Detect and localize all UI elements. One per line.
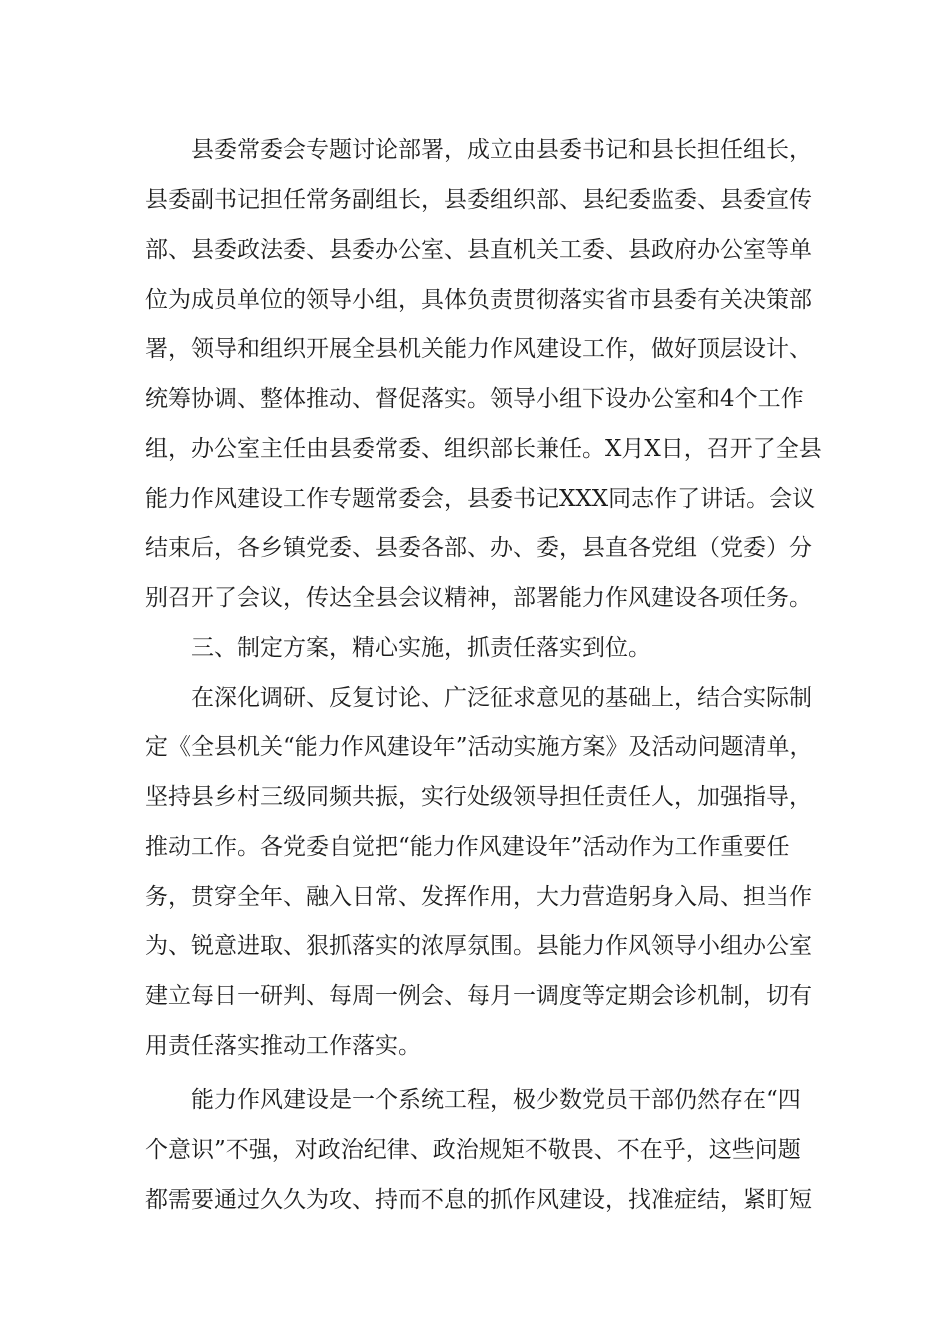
text-line: 个意识”不强，对政治纪律、政治规矩不敬畏、不在乎，这些问题 [145, 1137, 801, 1163]
section-heading: 三、制定方案，精心实施，抓责任落实到位。 [191, 635, 651, 661]
text-line: 建立每日一研判、每周一例会、每月一调度等定期会诊机制，切有 [145, 983, 812, 1009]
text-line: 推动工作。各党委自觉把“能力作风建设年”活动作为工作重要任 [145, 834, 790, 860]
text-line: 部、县委政法委、县委办公室、县直机关工委、县政府办公室等单 [145, 237, 812, 263]
text-line: 组，办公室主任由县委常委、组织部长兼任。X月X日，召开了全县 [145, 436, 822, 462]
text-line: 坚持县乡村三级同频共振，实行处级领导担任责任人，加强指导， [145, 784, 812, 810]
text-line: 县委副书记担任常务副组长，县委组织部、县纪委监委、县委宣传 [145, 187, 812, 213]
text-line: 都需要通过久久为攻、持而不息的抓作风建设，找准症结，紧盯短 [145, 1187, 812, 1213]
text-line: 在深化调研、反复讨论、广泛征求意见的基础上，结合实际制 [191, 685, 812, 711]
text-line: 县委常委会专题讨论部署，成立由县委书记和县长担任组长， [191, 137, 812, 163]
text-line: 位为成员单位的领导小组，具体负责贯彻落实省市县委有关决策部 [145, 287, 812, 313]
text-line: 务，贯穿全年、融入日常、发挥作用，大力营造躬身入局、担当作 [145, 884, 812, 910]
text-line: 署，领导和组织开展全县机关能力作风建设工作，做好顶层设计、 [145, 336, 812, 362]
text-line: 统筹协调、整体推动、督促落实。领导小组下设办公室和4个工作 [145, 386, 804, 412]
text-line: 结束后，各乡镇党委、县委各部、办、委，县直各党组（党委）分 [145, 535, 812, 561]
text-line: 能力作风建设工作专题常委会，县委书记XXX同志作了讲话。会议 [145, 486, 816, 512]
text-line: 为、锐意进取、狠抓落实的浓厚氛围。县能力作风领导小组办公室 [145, 933, 812, 959]
text-line: 能力作风建设是一个系统工程，极少数党员干部仍然存在“四 [191, 1087, 801, 1113]
text-line: 用责任落实推动工作落实。 [145, 1033, 421, 1059]
text-line: 定《全县机关“能力作风建设年”活动实施方案》及活动问题清单， [145, 734, 813, 760]
text-line: 别召开了会议，传达全县会议精神，部署能力作风建设各项任务。 [145, 585, 812, 611]
